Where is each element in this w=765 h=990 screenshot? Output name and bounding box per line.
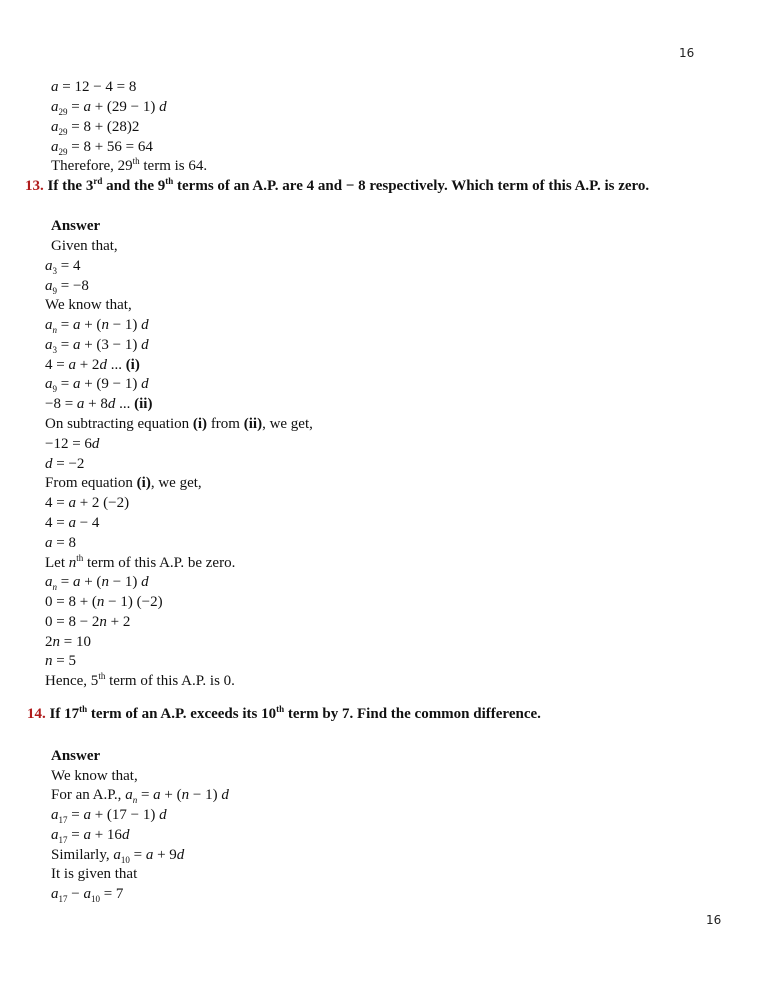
equation-line: $a_3 = a + (3 - 1)$ d — [45, 337, 149, 355]
equation-line: 4 = a + 2d ... (i) — [45, 357, 140, 373]
equation-line: $a_{29} = 8 + 56 = 64$ — [51, 139, 153, 157]
equation-line: 4 = a + 2 (−2) — [45, 495, 130, 511]
text-line: It is given that — [51, 866, 138, 882]
equation-line: $a_9 = -8$ — [45, 278, 89, 296]
equation-line: a = 12 − 4 = 8 — [51, 79, 137, 95]
equation-line: $a_9 = a + (9 - 1)$ d — [45, 376, 149, 394]
equation-line: $a_{17} = a + 16d$ — [51, 827, 130, 845]
text-line: Let $n^{th}$ term of this A.P. be zero. — [45, 553, 236, 571]
equation-line: a = 8 — [45, 535, 76, 551]
text-line: Given that, — [51, 238, 118, 254]
conclusion-line: Therefore, 29th term is 64. — [51, 156, 208, 174]
equation-line: 0 = 8 − 2n + 2 — [45, 614, 131, 630]
answer-label: Answer — [51, 218, 101, 234]
text-line: We know that, — [51, 768, 138, 784]
text-line: We know that, — [45, 297, 132, 313]
page-number-top: 16 — [679, 46, 695, 60]
equation-line: $a_{29} = a + (29 - 1)$ d — [51, 99, 167, 117]
equation-line: n = 5 — [45, 653, 76, 669]
equation-line: $a_n = a + (n - 1)$ d — [45, 317, 149, 335]
text-line: From equation (i), we get, — [45, 475, 202, 491]
equation-line: d = −2 — [45, 456, 85, 472]
equation-line: $a_{17} = a + (17 - 1)$ d — [51, 807, 167, 825]
equation-line: $a_{17} - a_{10} = 7$ — [51, 886, 124, 904]
question-14-heading: 14. If 17th term of an A.P. exceeds its 10th term by 7. Find the common difference. — [27, 704, 541, 722]
equation-line: $a_3 = 4$ — [45, 258, 81, 276]
equation-line: 0 = 8 + (n − 1) (−2) — [45, 594, 163, 610]
question-number: 14. — [27, 706, 46, 722]
equation-line: For an A.P., $a_n = a + (n - 1)$ d — [51, 787, 229, 805]
equation-line: −8 = a + 8d ... (ii) — [45, 396, 153, 412]
equation-line: $a_n = a + (n - 1)$ d — [45, 574, 149, 592]
equation-line: $a_{29} = 8 + (28)2$ — [51, 119, 140, 137]
question-number: 13. — [25, 178, 44, 194]
equation-line: 4 = a − 4 — [45, 515, 100, 531]
conclusion-line: Hence, 5th term of this A.P. is 0. — [45, 671, 235, 689]
equation-line: Similarly, $a_{10} = a + 9d$ — [51, 847, 185, 865]
text-line: On subtracting equation (i) from (ii), we get, — [45, 416, 313, 432]
page-number-bottom: 16 — [706, 913, 722, 927]
question-13-heading: 13. If the 3rd and the 9th terms of an A.P. are 4 and − 8 respectively. Which term of this A.P. is zero. — [25, 176, 650, 194]
equation-line: 2n = 10 — [45, 634, 91, 650]
equation-line: −12 = 6d — [45, 436, 100, 452]
answer-label: Answer — [51, 748, 101, 764]
